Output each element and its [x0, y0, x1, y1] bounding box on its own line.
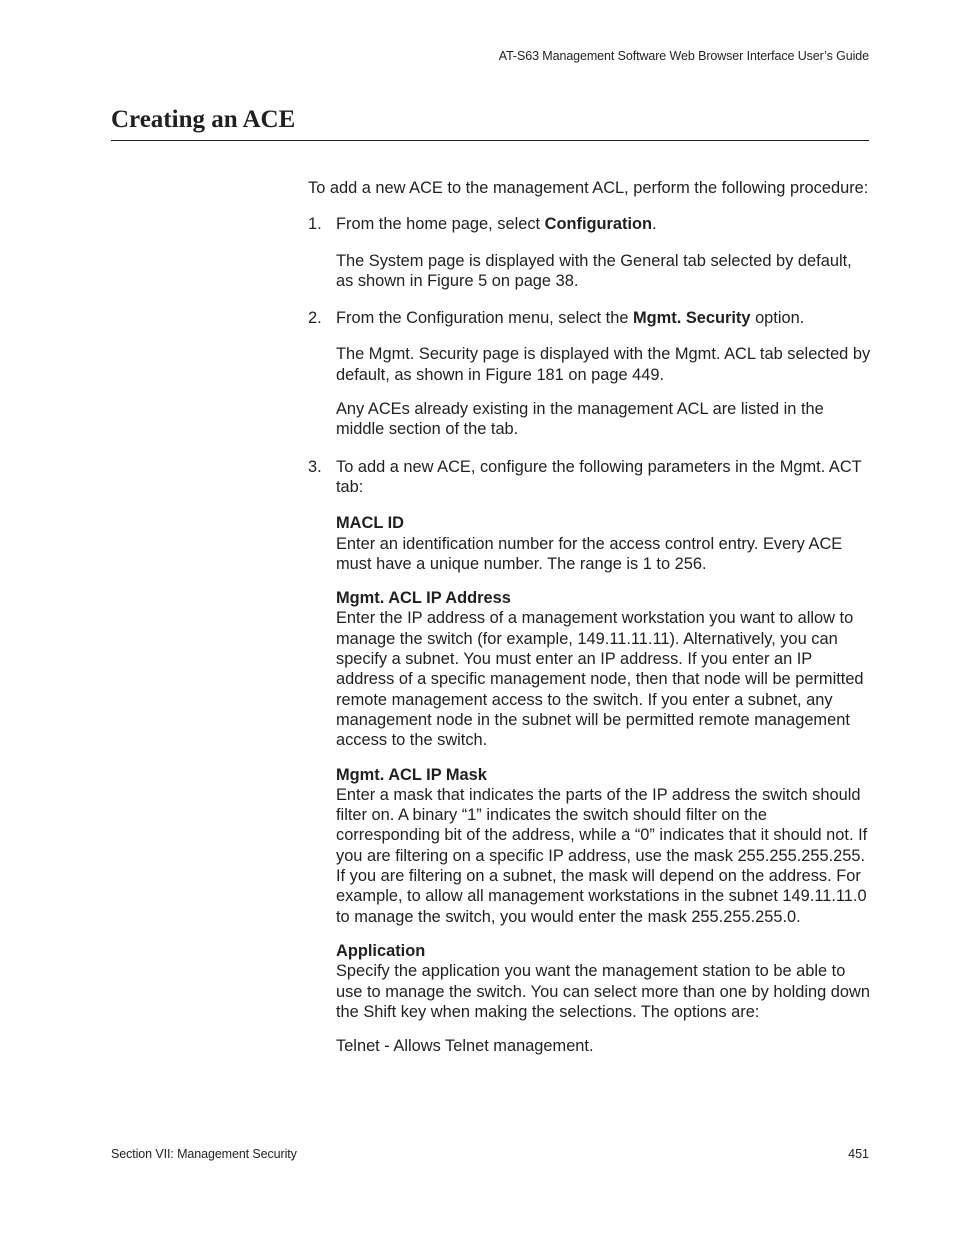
page-number: 451: [848, 1147, 869, 1161]
step-1: [308, 214, 873, 291]
footer-section: Section VII: Management Security: [111, 1147, 297, 1161]
param-macl-id: [336, 513, 873, 574]
step-2: [308, 308, 873, 439]
param-ip-address: [336, 588, 873, 750]
param-ip-mask: [336, 765, 873, 927]
param-description: Enter a mask that indicates the parts of the IP address the switch should filter on. A binary “1” indicates the switch should filter on the corresponding bit of the address, while a “0” indicates that it should not. If you are filtering on a specific IP address, use the mask 255.255.255.255. If you are filtering on a subnet, the mask will depend on the address. For example, to allow all management workstations in the subnet 149.11.11.0 to manage the switch, you would enter the mask 255.255.255.0.: [336, 785, 868, 926]
param-description: Specify the application you want the management station to be able to use to manage the switch. You can select more than one by holding down the Shift key when making the selections. The options are:: [336, 962, 870, 1021]
step-text: To add a new ACE, configure the following parameters in the Mgmt. ACT tab:: [336, 457, 862, 496]
param-name: Mgmt. ACL IP Address: [336, 589, 511, 608]
param-name: Mgmt. ACL IP Mask: [336, 765, 487, 784]
param-name: Application: [336, 941, 426, 960]
step-number: 3.: [308, 457, 322, 476]
param-application: [336, 941, 873, 1022]
running-header: AT-S63 Management Software Web Browser Interface User’s Guide: [498, 49, 869, 63]
step-text: From the Configuration menu, select the Mgmt. Security option.: [336, 309, 805, 328]
step-3: [308, 457, 873, 1057]
option-telnet: Telnet - Allows Telnet management.: [336, 1037, 594, 1056]
body-content: [308, 178, 873, 1056]
step-note: The Mgmt. Security page is displayed with the Mgmt. ACL tab selected by default, as shown in Figure 181 on page 449.: [336, 345, 871, 384]
title-rule: [111, 140, 869, 141]
step-text: From the home page, select Configuration.: [336, 215, 657, 234]
section-title: Creating an ACE: [111, 106, 296, 133]
param-description: Enter an identification number for the access control entry. Every ACE must have a unique number. The range is 1 to 256.: [336, 534, 843, 573]
step-note: Any ACEs already existing in the management ACL are listed in the middle section of the tab.: [336, 400, 824, 439]
step-note: The System page is displayed with the General tab selected by default, as shown in Figure 5 on page 38.: [336, 251, 852, 290]
param-name: MACL ID: [336, 514, 404, 533]
param-description: Enter the IP address of a management workstation you want to allow to manage the switch (for example, 149.11.11.11). Alternatively, you can specify a subnet. You must enter an IP address. If you enter an IP address of a specific management node, then that node will be permitted remote management access to the switch. If you enter a subnet, any management node in the subnet will be permitted remote management access to the switch.: [336, 609, 864, 750]
step-number: 1.: [308, 215, 322, 234]
step-number: 2.: [308, 309, 322, 328]
intro-paragraph: To add a new ACE to the management ACL, perform the following procedure:: [308, 179, 869, 197]
